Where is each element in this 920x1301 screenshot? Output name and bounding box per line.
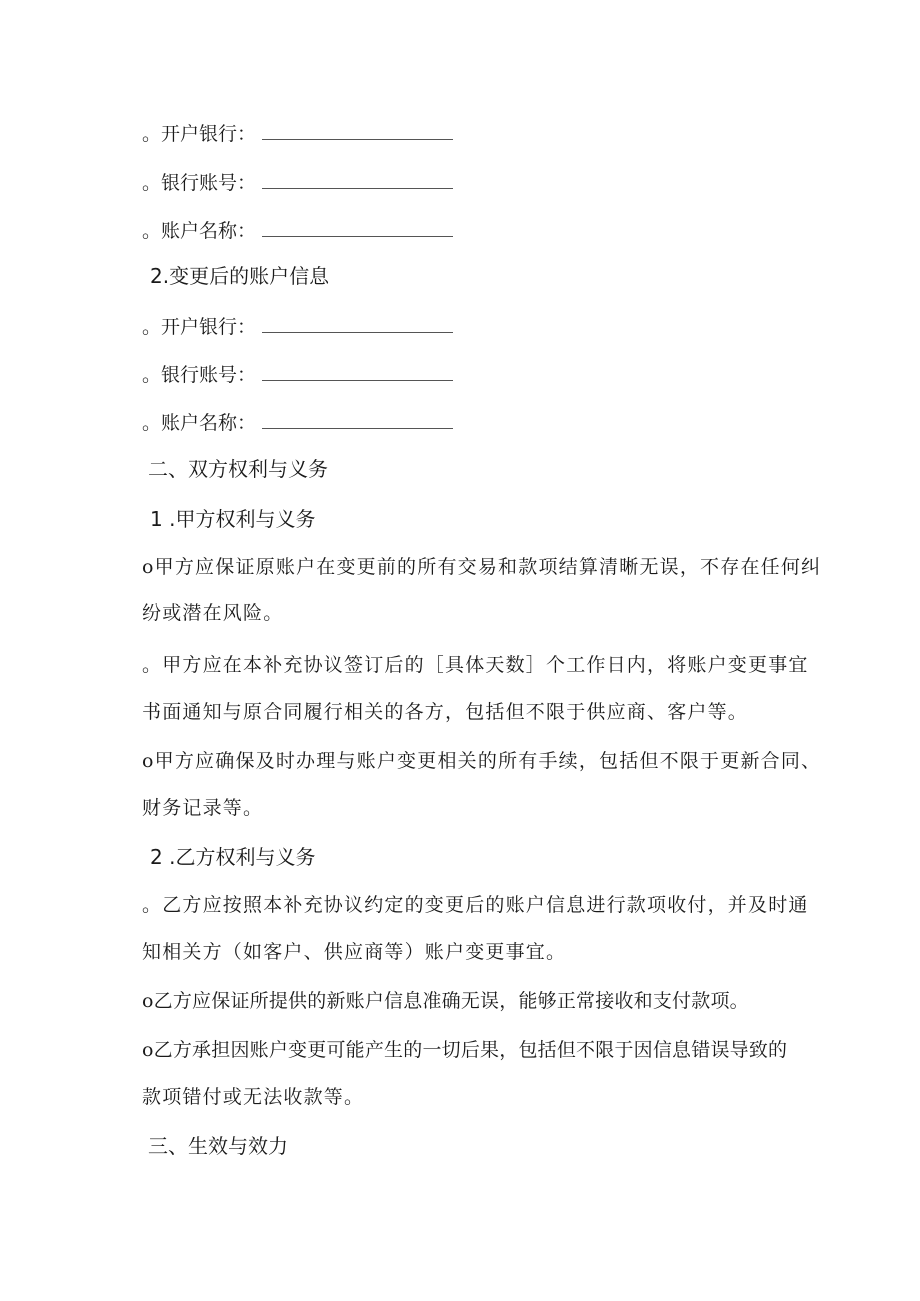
party-b-item-1-line2: 知相关方（如客户、供应商等）账户变更事宜。 — [142, 941, 567, 963]
party-a-item-2-line1: 。甲方应在本补充协议签订后的［具体天数］个工作日内，将账户变更事宜 — [142, 654, 809, 676]
party-b-item-1-line1: 。乙方应按照本补充协议约定的变更后的账户信息进行款项收付，并及时通 — [142, 894, 809, 916]
fill-in-blank[interactable] — [262, 362, 453, 381]
section-heading-effect: 三、生效与效力 — [148, 1134, 288, 1158]
party-b-item-2-line1: o乙方应保证所提供的新账户信息准确无误，能够正常接收和支付款项。 — [142, 990, 749, 1012]
field-label: 。开户银行： — [142, 316, 257, 338]
field-label: 。银行账号： — [142, 172, 257, 194]
fill-in-blank[interactable] — [262, 170, 453, 189]
fill-in-blank[interactable] — [262, 121, 453, 140]
field-label: 。账户名称： — [142, 412, 257, 434]
party-a-heading: 1 .甲方权利与义务 — [150, 507, 316, 531]
field-label: 。银行账号： — [142, 364, 257, 386]
changed-account-number-field — [142, 362, 453, 387]
field-label: 。账户名称： — [142, 220, 257, 242]
original-account-number-field — [142, 170, 453, 195]
party-a-item-3-line2: 财务记录等。 — [142, 797, 264, 819]
original-bank-field — [142, 121, 453, 146]
original-account-name-field — [142, 218, 453, 243]
fill-in-blank[interactable] — [262, 410, 453, 429]
section-heading-rights: 二、双方权利与义务 — [148, 457, 328, 481]
party-a-item-1-line2: 纷或潜在风险。 — [142, 602, 284, 624]
fill-in-blank[interactable] — [262, 314, 453, 333]
party-a-item-3-line1: o甲方应确保及时办理与账户变更相关的所有手续，包括但不限于更新合同、 — [142, 750, 822, 772]
party-a-item-2-line2: 书面通知与原合同履行相关的各方，包括但不限于供应商、客户等。 — [142, 701, 749, 723]
changed-bank-field — [142, 314, 453, 339]
changed-account-name-field — [142, 410, 453, 435]
party-a-item-1-line1: o甲方应保证原账户在变更前的所有交易和款项结算清晰无误，不存在任何纠 — [142, 556, 822, 578]
fill-in-blank[interactable] — [262, 218, 453, 237]
party-b-item-3-line2: 款项错付或无法收款等。 — [142, 1086, 365, 1108]
changed-account-heading: 2.变更后的账户信息 — [150, 264, 330, 288]
party-b-item-3-line1: o乙方承担因账户变更可能产生的一切后果，包括但不限于因信息错误导致的 — [142, 1039, 788, 1061]
field-label: 。开户银行： — [142, 123, 257, 145]
party-b-heading: 2 .乙方权利与义务 — [150, 845, 316, 869]
